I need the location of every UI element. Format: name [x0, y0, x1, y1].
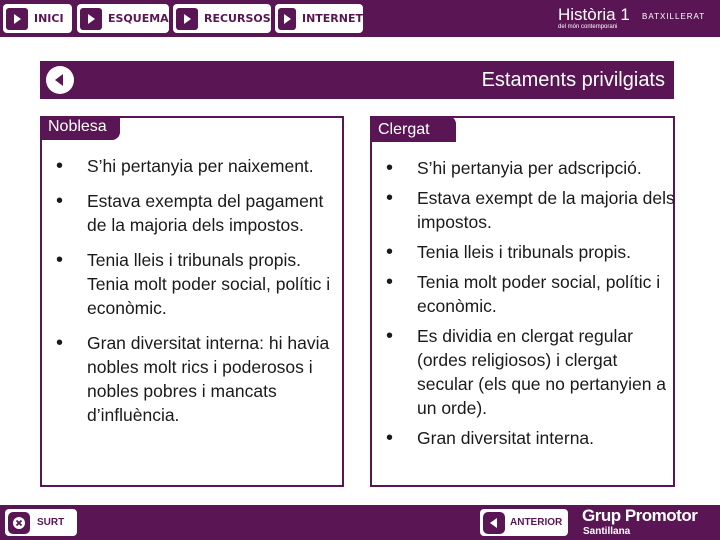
list-item: • S’hi pertanyia per naixement. [42, 154, 342, 178]
list-item: • Tenia lleis i tribunals propis. Tenia molt poder social, polític i econòmic. [42, 248, 342, 320]
internet-button[interactable] [275, 4, 363, 33]
recursos-button[interactable] [173, 4, 271, 33]
arrow-right-icon [6, 8, 28, 30]
bottom-bar [0, 505, 720, 540]
noblesa-list [42, 154, 342, 438]
internet-label: INTERNET [301, 12, 363, 25]
esquema-label: ESQUEMA [108, 12, 169, 25]
app-subtitle: del món contemporani [558, 24, 618, 30]
sortir-label: SURT [37, 517, 65, 528]
clergat-panel [370, 116, 675, 487]
esquema-button[interactable] [77, 4, 169, 33]
arrow-left-icon [52, 72, 68, 88]
list-item: • Estava exempt de la majoria dels impostos. [372, 186, 677, 234]
recursos-label: RECURSOS [204, 12, 271, 25]
list-item: • Tenia molt poder social, polític i econòmic. [372, 270, 677, 318]
noblesa-panel [40, 116, 344, 487]
back-button[interactable] [46, 66, 74, 94]
arrow-right-icon [80, 8, 102, 30]
list-item: • Estava exempta del pagament de la majoria dels impostos. [42, 189, 342, 237]
list-item: • S’hi pertanyia per adscripció. [372, 156, 677, 180]
app-badge: BATXILLERAT [642, 12, 706, 21]
anterior-label: ANTERIOR [510, 517, 563, 528]
close-icon [8, 512, 30, 534]
list-item: • Es dividia en clergat regular (ordes religiosos) i clergat secular (els que no pertanyien a un orde). [372, 324, 677, 420]
inici-button[interactable] [3, 4, 72, 33]
title-bar [40, 61, 674, 99]
clergat-tab: Clergat [370, 116, 456, 142]
arrow-right-icon [176, 8, 198, 30]
page-title: Estaments privilgiats [481, 69, 665, 91]
anterior-button[interactable] [480, 509, 568, 536]
arrow-right-icon [278, 8, 296, 30]
clergat-list [372, 156, 677, 456]
arrow-left-icon [483, 512, 505, 534]
list-item: • Tenia lleis i tribunals propis. [372, 240, 677, 264]
top-bar [0, 0, 720, 37]
noblesa-tab: Noblesa [40, 116, 120, 140]
inici-label: INICI [34, 12, 64, 25]
brand-logo: Grup Promotor [582, 506, 698, 525]
list-item: • Gran diversitat interna: hi havia nobles molt rics i poderosos i nobles pobres i mancats d’influència. [42, 331, 342, 427]
brand-subtitle: Santillana [583, 526, 631, 537]
app-title: Història 1 [558, 5, 630, 24]
list-item: • Gran diversitat interna. [372, 426, 677, 450]
sortir-button[interactable] [5, 509, 77, 536]
